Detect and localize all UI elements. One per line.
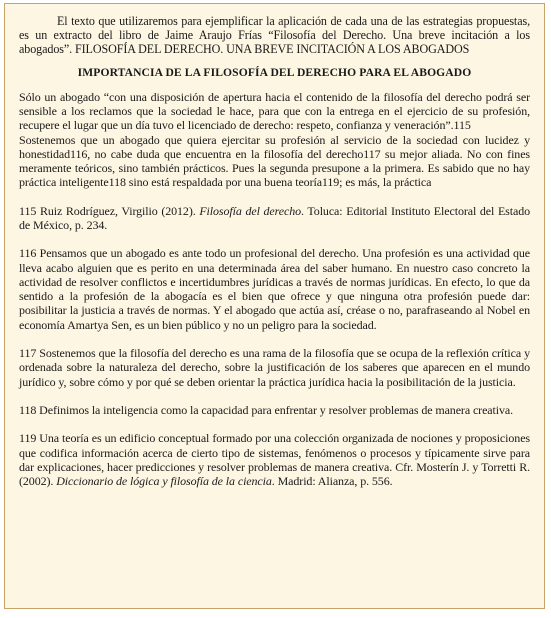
section-heading: IMPORTANCIA DE LA FILOSOFÍA DEL DERECHO PARA EL ABOGADO bbox=[77, 65, 472, 79]
footnote-119-publisher: . Madrid: Alianza, p. 556. bbox=[271, 474, 393, 489]
footnote-115-book-title: Filosofía del derecho bbox=[199, 203, 302, 218]
footnote-115 bbox=[19, 204, 530, 233]
body-paragraph-2: Sostenemos que un abogado que quiera ejercitar su profesión al servicio de la sociedad con lucidez y honestidad116, no cabe duda que encuentra en la filosofía del derecho117 su mejor aliada. No con fines meramente teóricos, sino también prácticos. Pues la segunda presupone a la primera. Es sabido que no hay práctica inteligente118 sino está respaldada por una buena teoría119; es más, la práctica bbox=[19, 132, 530, 190]
footnote-119 bbox=[19, 431, 530, 488]
body-text bbox=[19, 90, 530, 190]
footnote-119-text: 119 Una teoría es un edificio conceptual formado por una colección organizada de nociones y proposiciones que codifica información acerca de cierto tipo de sistemas, fenómenos o procesos y típicamente sirve para dar explicaciones, hacer predicciones y resolver problemas de manera creativa. Cfr. Mosterín J. y Torretti R. (2002). bbox=[19, 431, 530, 489]
footnote-118: 118 Definimos la inteligencia como la capacidad para enfrentar y resolver problemas de manera creativa. bbox=[19, 402, 514, 417]
body-paragraph-1: Sólo un abogado “con una disposición de apertura hacia el contenido de la filosofía del derecho podrá ser sensible a los reclamos que la sociedad le hace, para que con la entrega en el ejercicio de su profesión, recupere el lugar que un día tuvo el licenciado de derecho: respeto, confianza y veneración”.115 bbox=[19, 89, 530, 133]
intro-paragraph: El texto que utilizaremos para ejemplificar la aplicación de cada una de las estrategias propuestas, es un extracto del libro de Jaime Araujo Frías “Filosofía del Derecho. Una breve incitación a los abogados”. FILOSOFÍA DEL DERECHO. UNA BREVE INCITACIÓN A LOS ABOGADOS bbox=[19, 14, 530, 57]
footnote-115-text: 115 Ruiz Rodríguez, Virgilio (2012). bbox=[19, 203, 200, 218]
footnote-115-publisher: . Toluca: Editorial Instituto Electoral del Estado de México, p. 234. bbox=[19, 203, 531, 232]
footnote-116: 116 Pensamos que un abogado es ante todo un profesional del derecho. Una profesión es una actividad que lleva acabo alguien que es perito en una determinada área del saber humano. En nuestro caso concreto la actividad de resolver conflictos e incertidumbres jurídicas a través de normas jurídicas. En efecto, lo que da sentido a la profesión de la abogacía es el bien que ofrece y que ninguna otra profesión puede dar: posibilitar la justicia a través de normas. Y el abogado que actúa así, créase o no, parafraseando al Nobel en economía Amartya Sen, es un bien público y no un peligro para la sociedad. bbox=[19, 246, 530, 332]
footnote-117: 117 Sostenemos que la filosofía del derecho es una rama de la filosofía que se ocupa de la reflexión crítica y ordenada sobre la naturaleza del derecho, sobre la justificación de los saberes que aparecen en el mundo jurídico y, sobre cómo y por qué se deben orientar la práctica jurídica hacia la posibilitación de la justicia. bbox=[19, 346, 530, 389]
document-page bbox=[4, 3, 545, 609]
footnote-119-book-title: Diccionario de lógica y filosofía de la ciencia bbox=[56, 474, 272, 489]
